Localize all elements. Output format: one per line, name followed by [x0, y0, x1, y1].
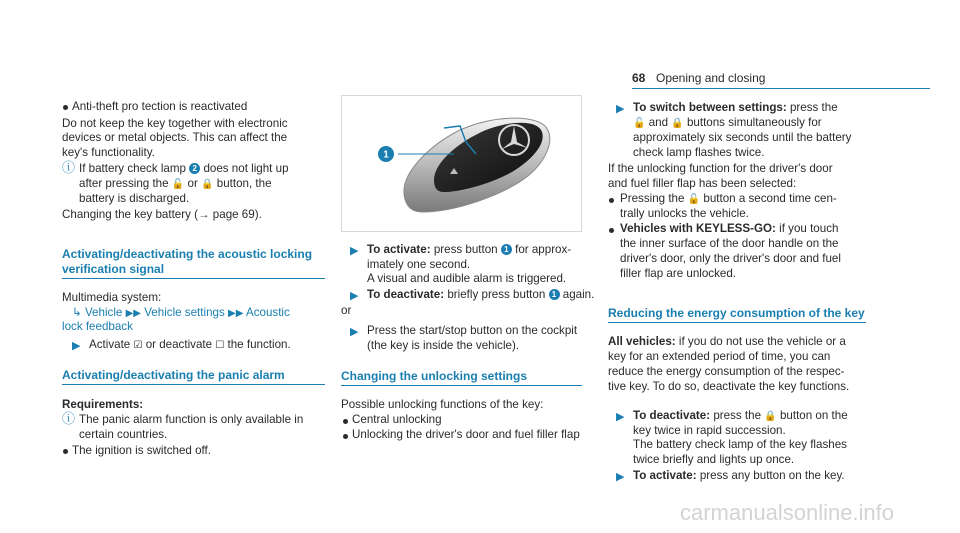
switch-step: 🔓 and 🔒 buttons simultaneously for [633, 116, 822, 132]
paragraph-line: Possible unlocking functions of the key: [341, 398, 544, 411]
heading-rule [62, 384, 325, 385]
multimedia-label: Multimedia system: [62, 291, 162, 304]
changing-battery-ref[interactable]: Changing the key battery (→ page 69). [62, 208, 262, 221]
list-item: Central unlocking [352, 413, 442, 426]
info-line: certain countries. [79, 428, 168, 441]
step-line: check lamp flashes twice. [633, 146, 765, 159]
step-line: key twice in rapid succession. [633, 424, 786, 437]
list-item: Pressing the 🔓 button a second time cen- [620, 192, 837, 208]
checkbox-empty-icon: ☐ [215, 340, 225, 351]
step-line: The battery check lamp of the key flashes [633, 438, 847, 451]
bullet [63, 105, 68, 110]
step-line: imately one second. [367, 258, 471, 271]
car-key-svg [342, 96, 582, 232]
path-lock-feedback[interactable]: lock feedback [62, 320, 133, 333]
heading-rule [62, 278, 325, 279]
deactivate-step: To deactivate: briefly press button 1 again. [367, 288, 595, 301]
page-number: 68 [632, 71, 646, 85]
path-vehicle-settings[interactable]: Vehicle settings [144, 306, 225, 319]
list-line: filler flap are unlocked. [620, 267, 736, 280]
switch-step: To switch between settings: press the [633, 101, 838, 114]
list-line: trally unlocks the vehicle. [620, 207, 749, 220]
info-icon: ⓘ [62, 411, 76, 426]
heading-energy: Reducing the energy consumption of the key [608, 306, 865, 320]
info-line: If battery check lamp 2 does not light up [79, 162, 289, 175]
step-arrow-icon: ▶ [616, 411, 625, 423]
bullet [343, 434, 348, 439]
checkbox-checked-icon: ☑ [133, 340, 143, 351]
list-item: Unlocking the driver's door and fuel filler flap [352, 428, 580, 441]
info-line: after pressing the 🔓 or 🔒 button, the [79, 177, 272, 193]
unlock-icon: 🔓 [171, 179, 185, 190]
bullet [343, 419, 348, 424]
paragraph-line: devices or metal objects. This can affect the [62, 131, 288, 144]
list-line: driver's door, only the driver's door and fuel [620, 252, 841, 265]
step-arrow-icon: ▶ [616, 103, 625, 115]
heading-rule [341, 385, 582, 386]
list-item: Vehicles with KEYLESS-GO: if you touch [620, 222, 839, 235]
requirements-label: Requirements: [62, 398, 144, 411]
step-arrow-icon: ▶ [350, 290, 359, 302]
bullet-text: Anti-theft pro tection is reactivated [72, 100, 248, 113]
activate-step: To activate: press button 1 for approx- [367, 243, 572, 256]
bullet [609, 228, 614, 233]
step-line: (the key is inside the vehicle). [367, 339, 520, 352]
step-line: approximately six seconds until the battery [633, 131, 852, 144]
paragraph-line: tive key. To do so, deactivate the key functions. [608, 380, 850, 393]
section-title: Opening and closing [656, 71, 766, 85]
lock-icon: 🔒 [671, 118, 684, 129]
badge-1: 1 [549, 289, 560, 300]
lock-icon: 🔒 [764, 411, 777, 422]
step-arrow-icon: ▶ [72, 340, 81, 352]
list-line: the inner surface of the door handle on the [620, 237, 839, 250]
lock-icon: 🔒 [201, 179, 214, 190]
step-line: A visual and audible alarm is triggered. [367, 272, 567, 285]
path-separator-icon: ▶▶ [125, 308, 141, 319]
bullet [63, 449, 68, 454]
bullet-text: The ignition is switched off. [72, 444, 211, 457]
path-separator-icon: ▶▶ [228, 308, 244, 319]
paragraph-line: key's functionality. [62, 146, 155, 159]
header-rule [632, 88, 930, 89]
bullet [609, 198, 614, 203]
badge-1: 1 [501, 244, 512, 255]
step-arrow-icon: ▶ [350, 326, 359, 338]
deactivate-step: To deactivate: press the 🔒 button on the [633, 409, 848, 425]
watermark: carmanualsonline.info [680, 500, 895, 525]
paragraph-line: All vehicles: if you do not use the vehicle or a [608, 335, 846, 348]
heading-panic: Activating/deactivating the panic alarm [62, 368, 285, 382]
step-arrow-icon: ▶ [350, 245, 359, 257]
key-callout-1: 1 [383, 149, 389, 161]
or-text: or [341, 304, 352, 317]
heading-unlocking: Changing the unlocking settings [341, 369, 527, 383]
badge-2: 2 [189, 163, 200, 174]
path-arrow-icon: ↳ [72, 306, 82, 319]
info-icon: ⓘ [62, 160, 76, 175]
path-acoustic[interactable]: Acoustic [245, 306, 290, 319]
paragraph-line: Do not keep the key together with electronic [62, 117, 288, 130]
step-line: Press the start/stop button on the cockpit [367, 324, 578, 337]
paragraph-line: If the unlocking function for the driver's door [608, 162, 833, 175]
info-line: The panic alarm function is only available in [79, 413, 304, 426]
key-illustration [341, 95, 582, 232]
activate-line: Activate ☑ or deactivate ☐ the function. [89, 338, 291, 354]
paragraph-line: reduce the energy consumption of the respec- [608, 365, 845, 378]
heading-acoustic: Activating/deactivating the acoustic locking [62, 247, 313, 261]
info-line: battery is discharged. [79, 192, 190, 205]
activate-step: To activate: press any button on the key. [633, 469, 845, 482]
heading-rule [608, 322, 866, 323]
paragraph-line: and fuel filler flap has been selected: [608, 177, 797, 190]
step-line: twice briefly and lights up once. [633, 453, 795, 466]
paragraph-line: key for an extended period of time, you can [608, 350, 831, 363]
unlock-icon: 🔓 [687, 194, 701, 205]
path-vehicle[interactable]: Vehicle [84, 306, 123, 319]
heading-acoustic: verification signal [62, 262, 165, 276]
step-arrow-icon: ▶ [616, 471, 625, 483]
unlock-icon: 🔓 [633, 118, 646, 129]
